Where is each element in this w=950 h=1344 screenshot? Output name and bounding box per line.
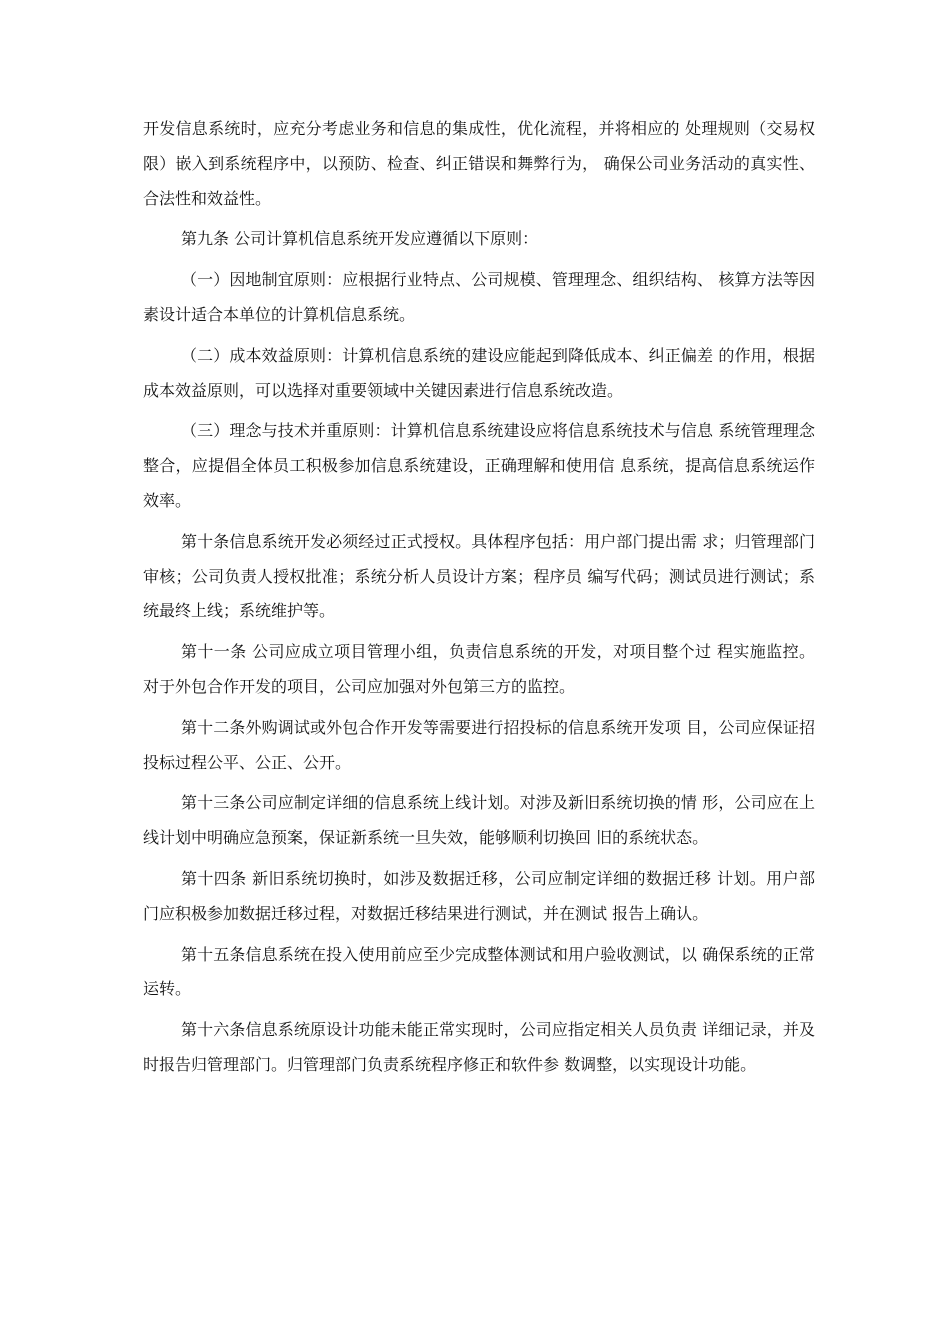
paragraph-continuation: 开发信息系统时，应充分考虑业务和信息的集成性，优化流程，并将相应的 处理规则（交易权限）嵌入到系统程序中，以预防、检查、纠正错误和舞弊行为， 确保公司业务活动的真实性、合法性和效益性。 [143,119,815,208]
paragraph-article-15: 第十五条信息系统在投入使用前应至少完成整体测试和用户验收测试，以 确保系统的正常运转。 [143,944,815,999]
paragraph-principle-2: （二）成本效益原则：计算机信息系统的建设应能起到降低成本、纠正偏差 的作用，根据成本效益原则，可以选择对重要领域中关键因素进行信息系统改造。 [143,345,815,400]
paragraph-article-9: 第九条 公司计算机信息系统开发应遵循以下原则： [181,229,539,249]
paragraph-article-10: 第十条信息系统开发必须经过正式授权。具体程序包括：用户部门提出需 求；归管理部门审核；公司负责人授权批准；系统分析人员设计方案；程序员 编写代码；测试员进行测试；系统最终上线；系统维护等。 [143,531,815,621]
document-body [143,112,815,1083]
paragraph-article-12: 第十二条外购调试或外包合作开发等需要进行招投标的信息系统开发项 目，公司应保证招投标过程公平、公正、公开。 [143,717,815,772]
paragraph-article-14: 第十四条 新旧系统切换时，如涉及数据迁移，公司应制定详细的数据迁移 计划。用户部门应积极参加数据迁移过程，对数据迁移结果进行测试，并在测试 报告上确认。 [143,868,815,923]
paragraph-article-13: 第十三条公司应制定详细的信息系统上线计划。对涉及新旧系统切换的情 形，公司应在上线计划中明确应急预案，保证新系统一旦失效，能够顺利切换回 旧的系统状态。 [143,793,815,848]
paragraph-principle-3: （三）理念与技术并重原则：计算机信息系统建设应将信息系统技术与信息 系统管理理念整合，应提倡全体员工积极参加信息系统建设，正确理解和使用信 息系统，提高信息系统运作效率。 [143,421,815,510]
paragraph-principle-1: （一）因地制宜原则：应根据行业特点、公司规模、管理理念、组织结构、 核算方法等因素设计适合本单位的计算机信息系统。 [143,270,815,324]
paragraph-article-11: 第十一条 公司应成立项目管理小组，负责信息系统的开发，对项目整个过 程实施监控。对于外包合作开发的项目，公司应加强对外包第三方的监控。 [143,642,815,696]
paragraph-article-16: 第十六条信息系统原设计功能未能正常实现时，公司应指定相关人员负责 详细记录，并及时报告归管理部门。归管理部门负责系统程序修正和软件参 数调整，以实现设计功能。 [143,1020,815,1074]
